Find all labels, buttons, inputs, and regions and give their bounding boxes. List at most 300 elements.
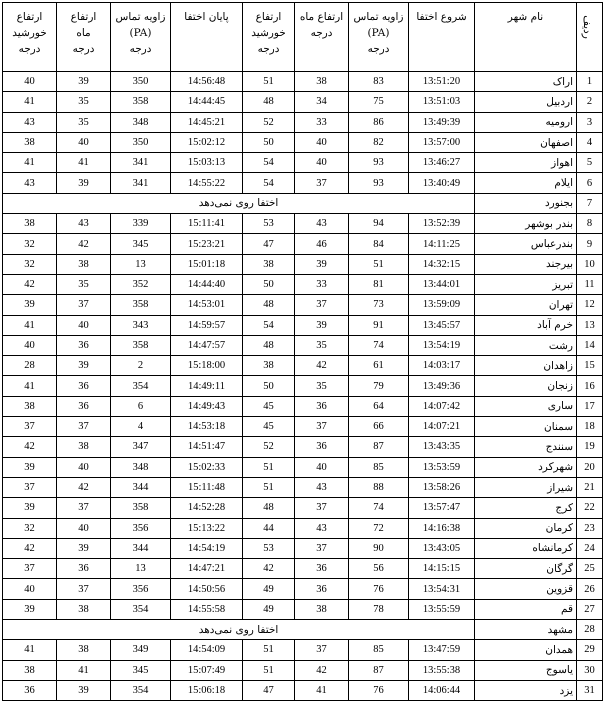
end-pa-cell: 344	[111, 538, 171, 558]
start-sun-alt-cell: 52	[243, 437, 295, 457]
start-moon-alt-cell: 33	[295, 274, 349, 294]
end-time-cell: 14:49:43	[171, 396, 243, 416]
table-row	[3, 254, 603, 274]
end-sun-alt-cell: 43	[3, 112, 57, 132]
city-name-cell: اهواز	[475, 153, 577, 173]
end-time-cell: 14:47:21	[171, 559, 243, 579]
end-sun-alt-cell: 40	[3, 72, 57, 92]
start-moon-alt-cell: 36	[295, 579, 349, 599]
start-pa-cell: 81	[349, 274, 409, 294]
end-time-cell: 15:01:18	[171, 254, 243, 274]
end-time-cell: 14:53:18	[171, 417, 243, 437]
start-sun-alt-cell: 47	[243, 680, 295, 700]
start-time-cell: 14:16:38	[409, 518, 475, 538]
end-sun-alt-cell: 41	[3, 315, 57, 335]
end-moon-alt-cell: 39	[57, 680, 111, 700]
start-moon-alt-cell: 43	[295, 214, 349, 234]
city-name-cell: کرج	[475, 498, 577, 518]
row-number-cell: 15	[577, 356, 603, 376]
end-moon-alt-cell: 39	[57, 356, 111, 376]
end-moon-alt-cell: 37	[57, 498, 111, 518]
table-row	[3, 396, 603, 416]
end-time-cell: 15:06:18	[171, 680, 243, 700]
start-moon-alt-cell: 42	[295, 660, 349, 680]
row-number-cell: 20	[577, 457, 603, 477]
end-pa-cell: 341	[111, 153, 171, 173]
city-name-cell: بندرعباس	[475, 234, 577, 254]
end-pa-cell: 354	[111, 680, 171, 700]
end-moon-alt-cell: 35	[57, 92, 111, 112]
row-number-cell: 19	[577, 437, 603, 457]
start-moon-alt-cell: 42	[295, 356, 349, 376]
start-moon-alt-cell: 41	[295, 680, 349, 700]
no-occultation-cell: اختفا روی نمی‌دهد	[3, 193, 475, 213]
no-occultation-cell: اختفا روی نمی‌دهد	[3, 620, 475, 640]
start-moon-alt-cell: 36	[295, 396, 349, 416]
end-time-cell: 14:54:19	[171, 538, 243, 558]
table-row	[3, 559, 603, 579]
end-pa-cell: 350	[111, 132, 171, 152]
end-moon-alt-cell: 36	[57, 335, 111, 355]
end-time-cell: 15:18:00	[171, 356, 243, 376]
city-name-cell: سنندج	[475, 437, 577, 457]
end-moon-alt-cell: 38	[57, 599, 111, 619]
row-number-cell: 24	[577, 538, 603, 558]
row-number-cell: 21	[577, 477, 603, 497]
start-moon-alt-cell: 36	[295, 559, 349, 579]
table-row	[3, 234, 603, 254]
end-time-cell: 14:54:09	[171, 640, 243, 660]
end-sun-alt-cell: 38	[3, 660, 57, 680]
end-pa-cell: 344	[111, 477, 171, 497]
start-time-cell: 13:40:49	[409, 173, 475, 193]
table-row	[3, 660, 603, 680]
start-pa-cell: 93	[349, 173, 409, 193]
city-name-cell: بندر بوشهر	[475, 214, 577, 234]
start-moon-alt-cell: 43	[295, 518, 349, 538]
header-rownum: ردیف	[577, 3, 603, 72]
row-number-cell: 31	[577, 680, 603, 700]
end-time-cell: 14:47:57	[171, 335, 243, 355]
start-time-cell: 13:46:27	[409, 153, 475, 173]
start-pa-cell: 86	[349, 112, 409, 132]
table-row	[3, 315, 603, 335]
row-number-cell: 30	[577, 660, 603, 680]
start-sun-alt-cell: 48	[243, 498, 295, 518]
start-time-cell: 13:51:03	[409, 92, 475, 112]
end-moon-alt-cell: 36	[57, 396, 111, 416]
row-number-cell: 26	[577, 579, 603, 599]
table-row	[3, 295, 603, 315]
end-time-cell: 14:59:57	[171, 315, 243, 335]
start-time-cell: 13:47:59	[409, 640, 475, 660]
occultation-table	[2, 2, 603, 701]
start-time-cell: 13:49:39	[409, 112, 475, 132]
end-pa-cell: 13	[111, 559, 171, 579]
start-pa-cell: 94	[349, 214, 409, 234]
start-sun-alt-cell: 50	[243, 376, 295, 396]
table-row	[3, 193, 603, 213]
start-pa-cell: 79	[349, 376, 409, 396]
end-pa-cell: 343	[111, 315, 171, 335]
start-moon-alt-cell: 37	[295, 173, 349, 193]
row-number-cell: 13	[577, 315, 603, 335]
end-pa-cell: 350	[111, 72, 171, 92]
table-header-row	[3, 3, 603, 72]
end-moon-alt-cell: 40	[57, 315, 111, 335]
end-pa-cell: 13	[111, 254, 171, 274]
start-sun-alt-cell: 51	[243, 477, 295, 497]
table-row	[3, 680, 603, 700]
start-sun-alt-cell: 49	[243, 599, 295, 619]
city-name-cell: شهرکرد	[475, 457, 577, 477]
city-name-cell: ارومیه	[475, 112, 577, 132]
end-moon-alt-cell: 38	[57, 254, 111, 274]
table-row	[3, 640, 603, 660]
end-moon-alt-cell: 35	[57, 112, 111, 132]
end-time-cell: 14:50:56	[171, 579, 243, 599]
row-number-cell: 29	[577, 640, 603, 660]
city-name-cell: رشت	[475, 335, 577, 355]
table-row	[3, 477, 603, 497]
start-sun-alt-cell: 48	[243, 295, 295, 315]
end-sun-alt-cell: 42	[3, 274, 57, 294]
end-sun-alt-cell: 40	[3, 579, 57, 599]
end-time-cell: 15:11:48	[171, 477, 243, 497]
start-time-cell: 14:03:17	[409, 356, 475, 376]
row-number-cell: 18	[577, 417, 603, 437]
end-time-cell: 14:51:47	[171, 437, 243, 457]
start-pa-cell: 73	[349, 295, 409, 315]
start-time-cell: 13:58:26	[409, 477, 475, 497]
start-sun-alt-cell: 51	[243, 660, 295, 680]
end-sun-alt-cell: 37	[3, 417, 57, 437]
start-time-cell: 14:15:15	[409, 559, 475, 579]
end-pa-cell: 358	[111, 295, 171, 315]
start-sun-alt-cell: 50	[243, 274, 295, 294]
end-pa-cell: 341	[111, 173, 171, 193]
end-time-cell: 14:52:28	[171, 498, 243, 518]
start-pa-cell: 76	[349, 579, 409, 599]
city-name-cell: سمنان	[475, 417, 577, 437]
table-row	[3, 112, 603, 132]
end-sun-alt-cell: 42	[3, 538, 57, 558]
start-moon-alt-cell: 33	[295, 112, 349, 132]
start-sun-alt-cell: 44	[243, 518, 295, 538]
header-end-pa: زاویه تماس (PA) درجه	[111, 3, 171, 72]
row-number-cell: 11	[577, 274, 603, 294]
start-pa-cell: 76	[349, 680, 409, 700]
end-time-cell: 14:44:45	[171, 92, 243, 112]
end-moon-alt-cell: 38	[57, 437, 111, 457]
table-row	[3, 376, 603, 396]
start-sun-alt-cell: 42	[243, 559, 295, 579]
end-sun-alt-cell: 40	[3, 335, 57, 355]
row-number-cell: 5	[577, 153, 603, 173]
end-time-cell: 14:55:22	[171, 173, 243, 193]
end-time-cell: 15:02:33	[171, 457, 243, 477]
start-time-cell: 13:51:20	[409, 72, 475, 92]
end-pa-cell: 348	[111, 457, 171, 477]
end-moon-alt-cell: 36	[57, 559, 111, 579]
start-time-cell: 13:44:01	[409, 274, 475, 294]
end-pa-cell: 356	[111, 518, 171, 538]
end-sun-alt-cell: 41	[3, 92, 57, 112]
end-time-cell: 14:45:21	[171, 112, 243, 132]
header-start-pa: زاویه تماس (PA) درجه	[349, 3, 409, 72]
start-sun-alt-cell: 53	[243, 214, 295, 234]
end-pa-cell: 6	[111, 396, 171, 416]
end-moon-alt-cell: 37	[57, 417, 111, 437]
start-moon-alt-cell: 38	[295, 72, 349, 92]
city-name-cell: اصفهان	[475, 132, 577, 152]
end-sun-alt-cell: 42	[3, 437, 57, 457]
start-time-cell: 13:57:47	[409, 498, 475, 518]
table-row	[3, 72, 603, 92]
end-pa-cell: 348	[111, 112, 171, 132]
end-moon-alt-cell: 41	[57, 153, 111, 173]
end-moon-alt-cell: 39	[57, 173, 111, 193]
row-number-cell: 22	[577, 498, 603, 518]
start-time-cell: 14:32:15	[409, 254, 475, 274]
start-pa-cell: 85	[349, 640, 409, 660]
start-moon-alt-cell: 34	[295, 92, 349, 112]
end-sun-alt-cell: 38	[3, 214, 57, 234]
row-number-cell: 7	[577, 193, 603, 213]
end-sun-alt-cell: 41	[3, 376, 57, 396]
end-moon-alt-cell: 42	[57, 234, 111, 254]
table-row	[3, 274, 603, 294]
start-sun-alt-cell: 38	[243, 356, 295, 376]
row-number-cell: 25	[577, 559, 603, 579]
city-name-cell: قم	[475, 599, 577, 619]
end-sun-alt-cell: 38	[3, 132, 57, 152]
start-time-cell: 13:43:35	[409, 437, 475, 457]
city-name-cell: یزد	[475, 680, 577, 700]
start-moon-alt-cell: 39	[295, 254, 349, 274]
city-name-cell: قزوین	[475, 579, 577, 599]
end-sun-alt-cell: 36	[3, 680, 57, 700]
row-number-cell: 4	[577, 132, 603, 152]
table-row	[3, 437, 603, 457]
end-moon-alt-cell: 43	[57, 214, 111, 234]
start-sun-alt-cell: 48	[243, 335, 295, 355]
start-pa-cell: 90	[349, 538, 409, 558]
start-time-cell: 13:57:00	[409, 132, 475, 152]
city-name-cell: اردبیل	[475, 92, 577, 112]
start-pa-cell: 85	[349, 457, 409, 477]
city-name-cell: زنجان	[475, 376, 577, 396]
row-number-cell: 23	[577, 518, 603, 538]
end-time-cell: 15:07:49	[171, 660, 243, 680]
end-pa-cell: 4	[111, 417, 171, 437]
city-name-cell: همدان	[475, 640, 577, 660]
end-pa-cell: 345	[111, 234, 171, 254]
end-moon-alt-cell: 37	[57, 579, 111, 599]
row-number-cell: 8	[577, 214, 603, 234]
start-sun-alt-cell: 45	[243, 396, 295, 416]
header-start-moon-alt: ارتفاع ماه درجه	[295, 3, 349, 72]
start-moon-alt-cell: 35	[295, 376, 349, 396]
table-row	[3, 153, 603, 173]
table-row	[3, 579, 603, 599]
city-name-cell: شیراز	[475, 477, 577, 497]
end-sun-alt-cell: 39	[3, 599, 57, 619]
end-sun-alt-cell: 32	[3, 234, 57, 254]
end-sun-alt-cell: 38	[3, 396, 57, 416]
start-moon-alt-cell: 37	[295, 498, 349, 518]
start-pa-cell: 83	[349, 72, 409, 92]
end-moon-alt-cell: 40	[57, 518, 111, 538]
end-moon-alt-cell: 36	[57, 376, 111, 396]
end-pa-cell: 349	[111, 640, 171, 660]
start-pa-cell: 88	[349, 477, 409, 497]
start-pa-cell: 93	[349, 153, 409, 173]
start-time-cell: 13:55:38	[409, 660, 475, 680]
row-number-cell: 1	[577, 72, 603, 92]
row-number-cell: 2	[577, 92, 603, 112]
table-row	[3, 356, 603, 376]
end-time-cell: 15:11:41	[171, 214, 243, 234]
start-time-cell: 13:54:19	[409, 335, 475, 355]
start-pa-cell: 82	[349, 132, 409, 152]
table-row	[3, 92, 603, 112]
end-moon-alt-cell: 39	[57, 72, 111, 92]
row-number-cell: 9	[577, 234, 603, 254]
city-name-cell: زاهدان	[475, 356, 577, 376]
start-sun-alt-cell: 49	[243, 579, 295, 599]
start-moon-alt-cell: 40	[295, 457, 349, 477]
start-pa-cell: 51	[349, 254, 409, 274]
start-pa-cell: 56	[349, 559, 409, 579]
end-time-cell: 14:56:48	[171, 72, 243, 92]
city-name-cell: یاسوج	[475, 660, 577, 680]
end-sun-alt-cell: 39	[3, 498, 57, 518]
start-sun-alt-cell: 54	[243, 315, 295, 335]
start-moon-alt-cell: 40	[295, 153, 349, 173]
start-sun-alt-cell: 45	[243, 417, 295, 437]
start-sun-alt-cell: 54	[243, 173, 295, 193]
start-pa-cell: 75	[349, 92, 409, 112]
end-moon-alt-cell: 42	[57, 477, 111, 497]
row-number-cell: 27	[577, 599, 603, 619]
city-name-cell: بیرجند	[475, 254, 577, 274]
table-row	[3, 538, 603, 558]
city-name-cell: تبریز	[475, 274, 577, 294]
header-end-moon-alt: ارتفاع ماه درجه	[57, 3, 111, 72]
end-time-cell: 15:03:13	[171, 153, 243, 173]
start-sun-alt-cell: 50	[243, 132, 295, 152]
start-moon-alt-cell: 36	[295, 437, 349, 457]
city-name-cell: اراک	[475, 72, 577, 92]
start-time-cell: 14:07:21	[409, 417, 475, 437]
end-sun-alt-cell: 43	[3, 173, 57, 193]
table-row	[3, 498, 603, 518]
end-pa-cell: 358	[111, 335, 171, 355]
start-time-cell: 14:11:25	[409, 234, 475, 254]
end-pa-cell: 358	[111, 92, 171, 112]
start-time-cell: 13:53:59	[409, 457, 475, 477]
start-time-cell: 14:07:42	[409, 396, 475, 416]
end-time-cell: 15:13:22	[171, 518, 243, 538]
start-sun-alt-cell: 47	[243, 234, 295, 254]
row-number-cell: 10	[577, 254, 603, 274]
start-time-cell: 13:54:31	[409, 579, 475, 599]
start-time-cell: 13:59:09	[409, 295, 475, 315]
end-time-cell: 15:02:12	[171, 132, 243, 152]
city-name-cell: تهران	[475, 295, 577, 315]
table-row	[3, 457, 603, 477]
start-time-cell: 13:45:57	[409, 315, 475, 335]
start-time-cell: 13:43:05	[409, 538, 475, 558]
end-sun-alt-cell: 41	[3, 153, 57, 173]
end-moon-alt-cell: 37	[57, 295, 111, 315]
end-moon-alt-cell: 40	[57, 132, 111, 152]
start-pa-cell: 87	[349, 660, 409, 680]
end-pa-cell: 354	[111, 599, 171, 619]
start-pa-cell: 91	[349, 315, 409, 335]
table-row	[3, 599, 603, 619]
row-number-cell: 16	[577, 376, 603, 396]
header-start-sun-alt: ارتفاع خورشید درجه	[243, 3, 295, 72]
start-pa-cell: 74	[349, 335, 409, 355]
row-number-cell: 14	[577, 335, 603, 355]
start-sun-alt-cell: 51	[243, 457, 295, 477]
table-row	[3, 417, 603, 437]
start-moon-alt-cell: 37	[295, 417, 349, 437]
start-moon-alt-cell: 38	[295, 599, 349, 619]
header-end: پایان اختفا	[171, 3, 243, 72]
end-pa-cell: 347	[111, 437, 171, 457]
start-time-cell: 14:06:44	[409, 680, 475, 700]
table-row	[3, 132, 603, 152]
header-city: نام شهر	[475, 3, 577, 72]
city-name-cell: ساری	[475, 396, 577, 416]
end-moon-alt-cell: 39	[57, 538, 111, 558]
start-pa-cell: 74	[349, 498, 409, 518]
start-sun-alt-cell: 51	[243, 72, 295, 92]
start-time-cell: 13:52:39	[409, 214, 475, 234]
end-moon-alt-cell: 41	[57, 660, 111, 680]
start-sun-alt-cell: 53	[243, 538, 295, 558]
end-pa-cell: 352	[111, 274, 171, 294]
start-sun-alt-cell: 52	[243, 112, 295, 132]
row-number-cell: 17	[577, 396, 603, 416]
header-end-sun-alt: ارتفاع خورشید درجه	[3, 3, 57, 72]
start-moon-alt-cell: 46	[295, 234, 349, 254]
start-pa-cell: 72	[349, 518, 409, 538]
table-row	[3, 518, 603, 538]
end-time-cell: 14:44:40	[171, 274, 243, 294]
table-body	[3, 72, 603, 701]
start-sun-alt-cell: 54	[243, 153, 295, 173]
end-pa-cell: 345	[111, 660, 171, 680]
city-name-cell: کرمانشاه	[475, 538, 577, 558]
end-pa-cell: 2	[111, 356, 171, 376]
end-moon-alt-cell: 38	[57, 640, 111, 660]
table-row	[3, 335, 603, 355]
row-number-cell: 28	[577, 620, 603, 640]
end-sun-alt-cell: 28	[3, 356, 57, 376]
start-pa-cell: 61	[349, 356, 409, 376]
city-name-cell: خرم آباد	[475, 315, 577, 335]
end-sun-alt-cell: 32	[3, 518, 57, 538]
end-pa-cell: 356	[111, 579, 171, 599]
start-moon-alt-cell: 40	[295, 132, 349, 152]
start-moon-alt-cell: 43	[295, 477, 349, 497]
end-pa-cell: 354	[111, 376, 171, 396]
end-sun-alt-cell: 39	[3, 457, 57, 477]
